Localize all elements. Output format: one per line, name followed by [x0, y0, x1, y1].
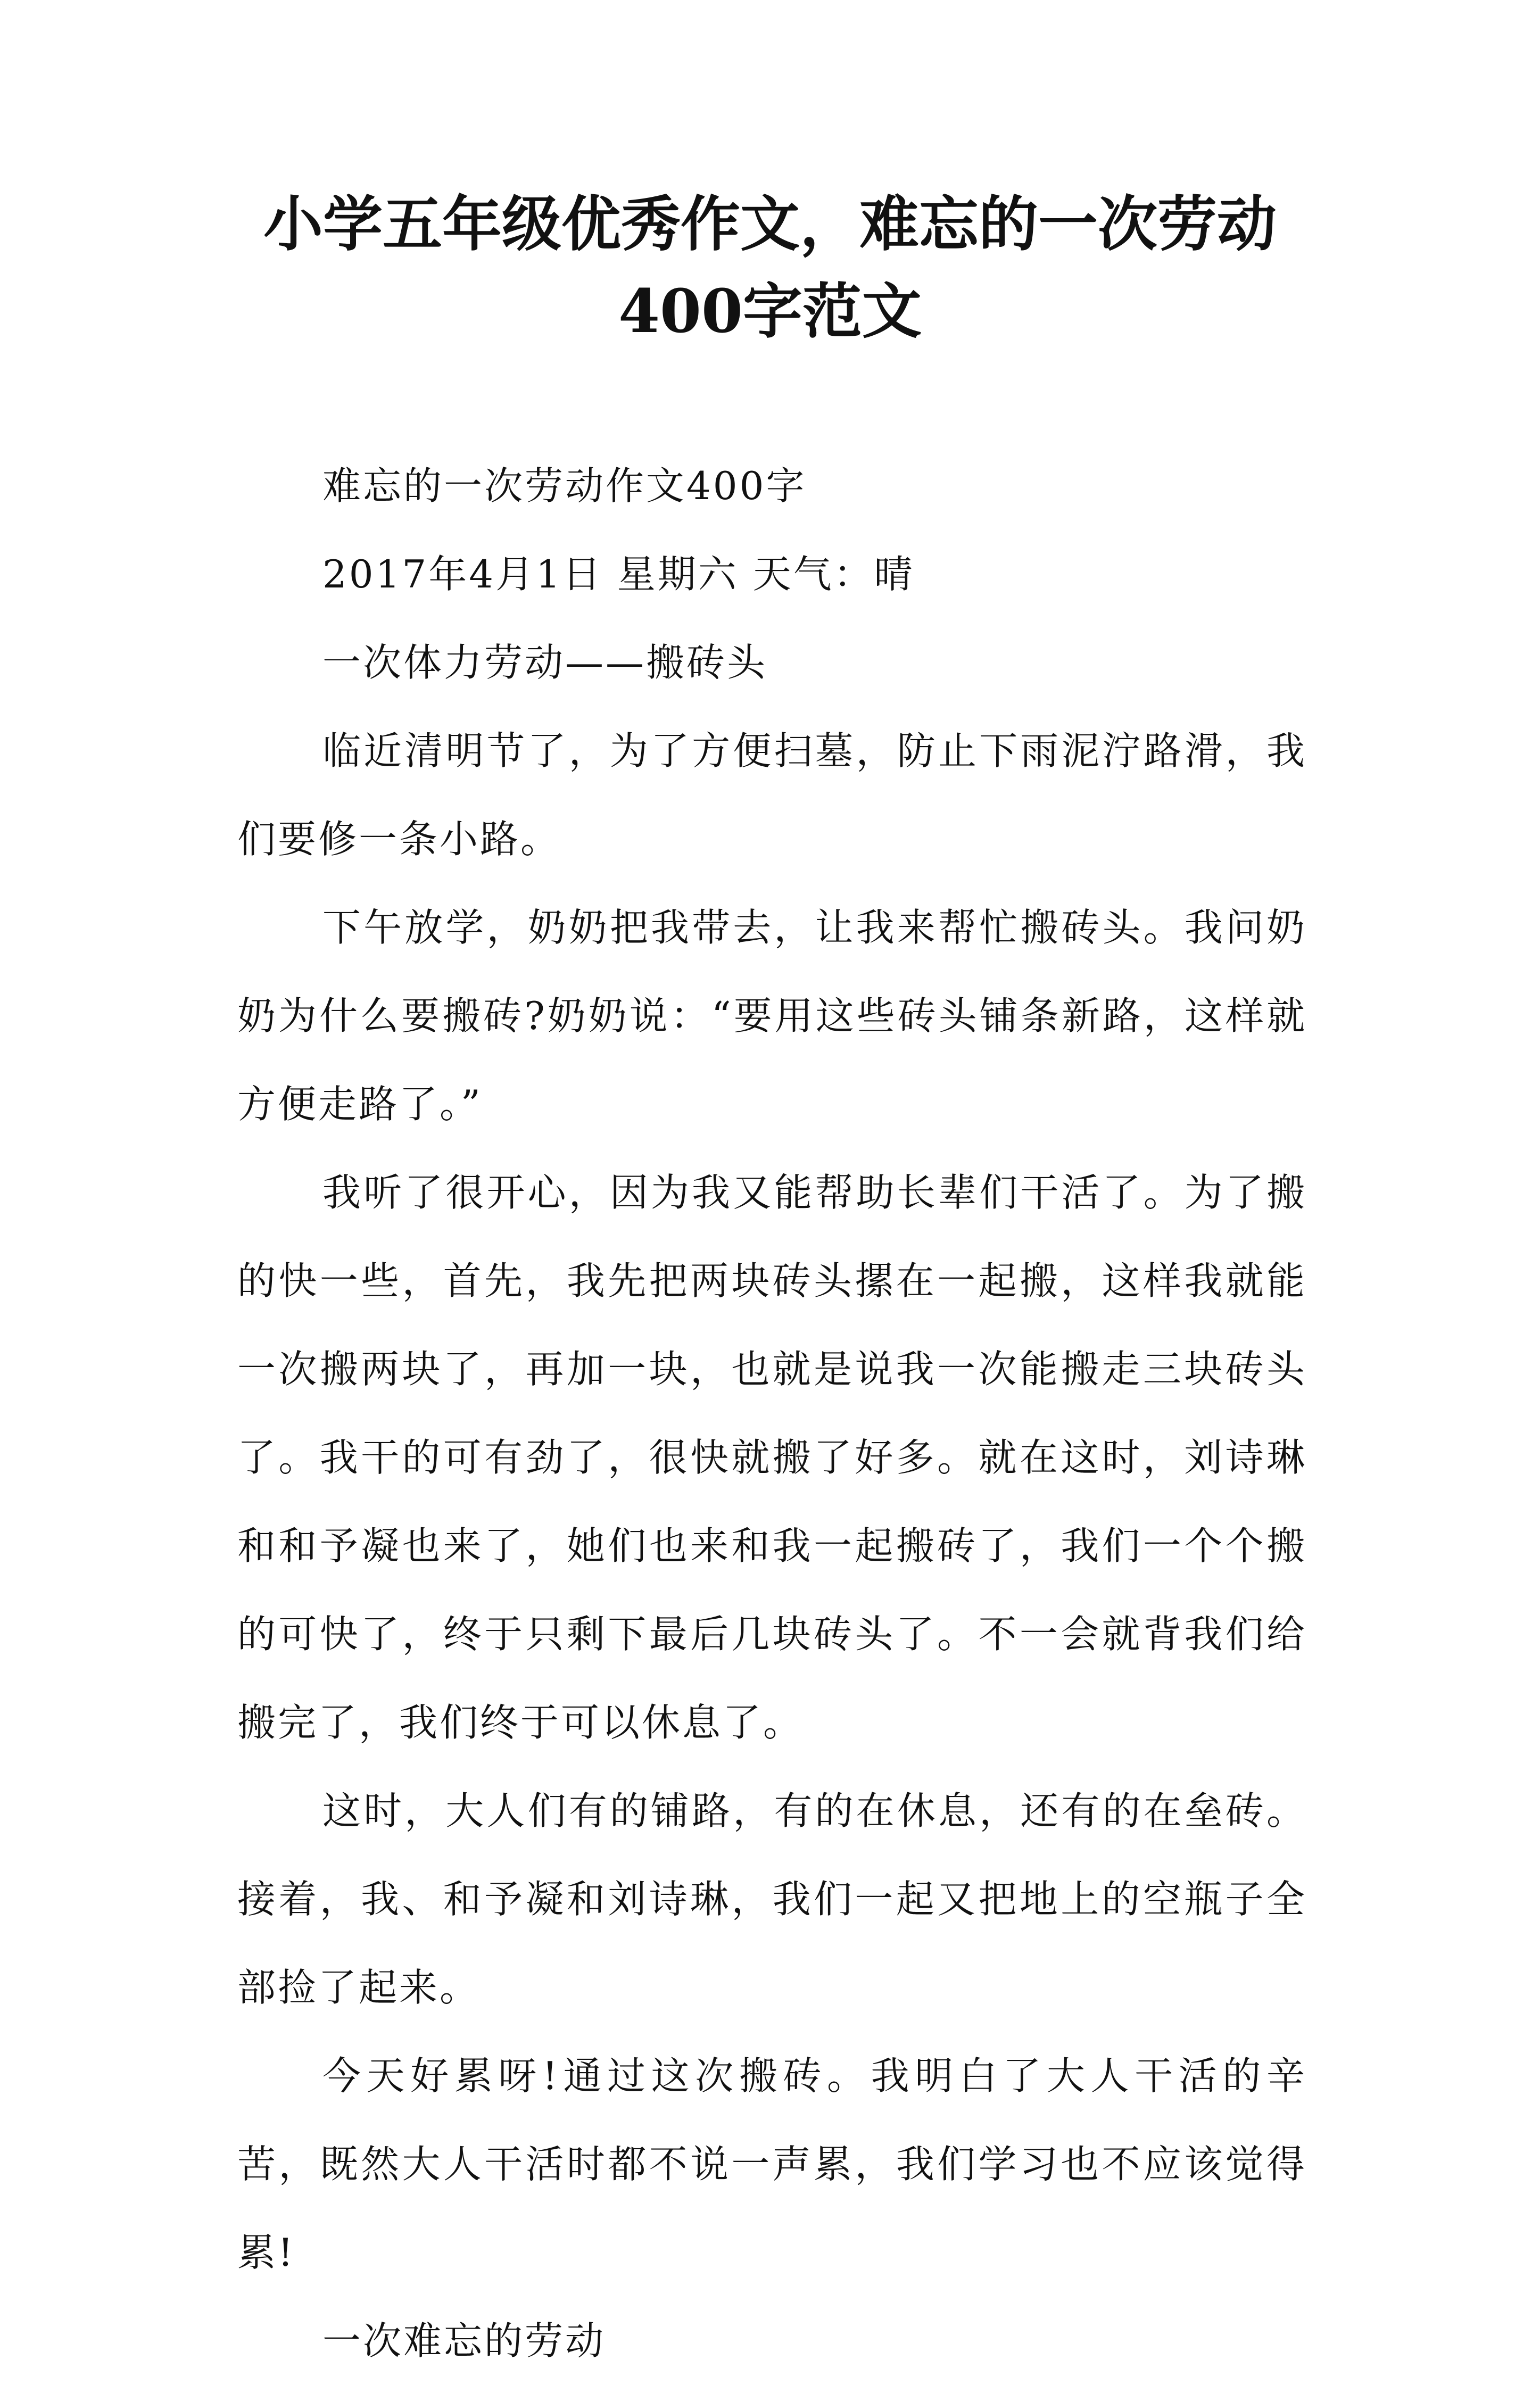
paragraph: 这时，大人们有的铺路，有的在休息，还有的在垒砖。接着，我、和予凝和刘诗琳，我们一起又把地上的空瓶子全部捡了起来。: [237, 1788, 1307, 2010]
paragraph: 今天好累呀!通过这次搬砖。我明白了大人干活的辛苦，既然大人干活时都不说一声累，我们学习也不应该觉得累!: [237, 2053, 1307, 2275]
essay-heading: 难忘的一次劳动作文400字: [322, 463, 807, 508]
paragraph: 我听了很开心，因为我又能帮助长辈们干活了。为了搬的快一些，首先，我先把两块砖头摞在一起搬，这样我就能一次搬两块了，再加一块，也就是说我一次能搬走三块砖头了。我干的可有劲了，很快就搬了好多。就在这时，刘诗琳和和予凝也来了，她们也来和我一起搬砖了，我们一个个搬的可快了，终于只剩下最后几块砖头了。不一会就背我们给搬完了，我们终于可以休息了。: [237, 1170, 1307, 1745]
paragraph: 临近清明节了，为了方便扫墓，防止下雨泥泞路滑，我们要修一条小路。: [237, 728, 1307, 862]
document-title: 小学五年级优秀作文，难忘的一次劳动400字范文: [263, 189, 1277, 346]
diary-subtitle: 一次体力劳动——搬砖头: [322, 640, 768, 685]
document-body: [237, 442, 1307, 2385]
diary-date-line: 2017年4月1日 星期六 天气：晴: [322, 552, 915, 597]
paragraph: 下午放学，奶奶把我带去，让我来帮忙搬砖头。我问奶奶为什么要搬砖?奶奶说：“要用这些砖头铺条新路，这样就方便走路了。”: [237, 905, 1307, 1127]
next-essay-heading: 一次难忘的劳动: [322, 2318, 606, 2363]
